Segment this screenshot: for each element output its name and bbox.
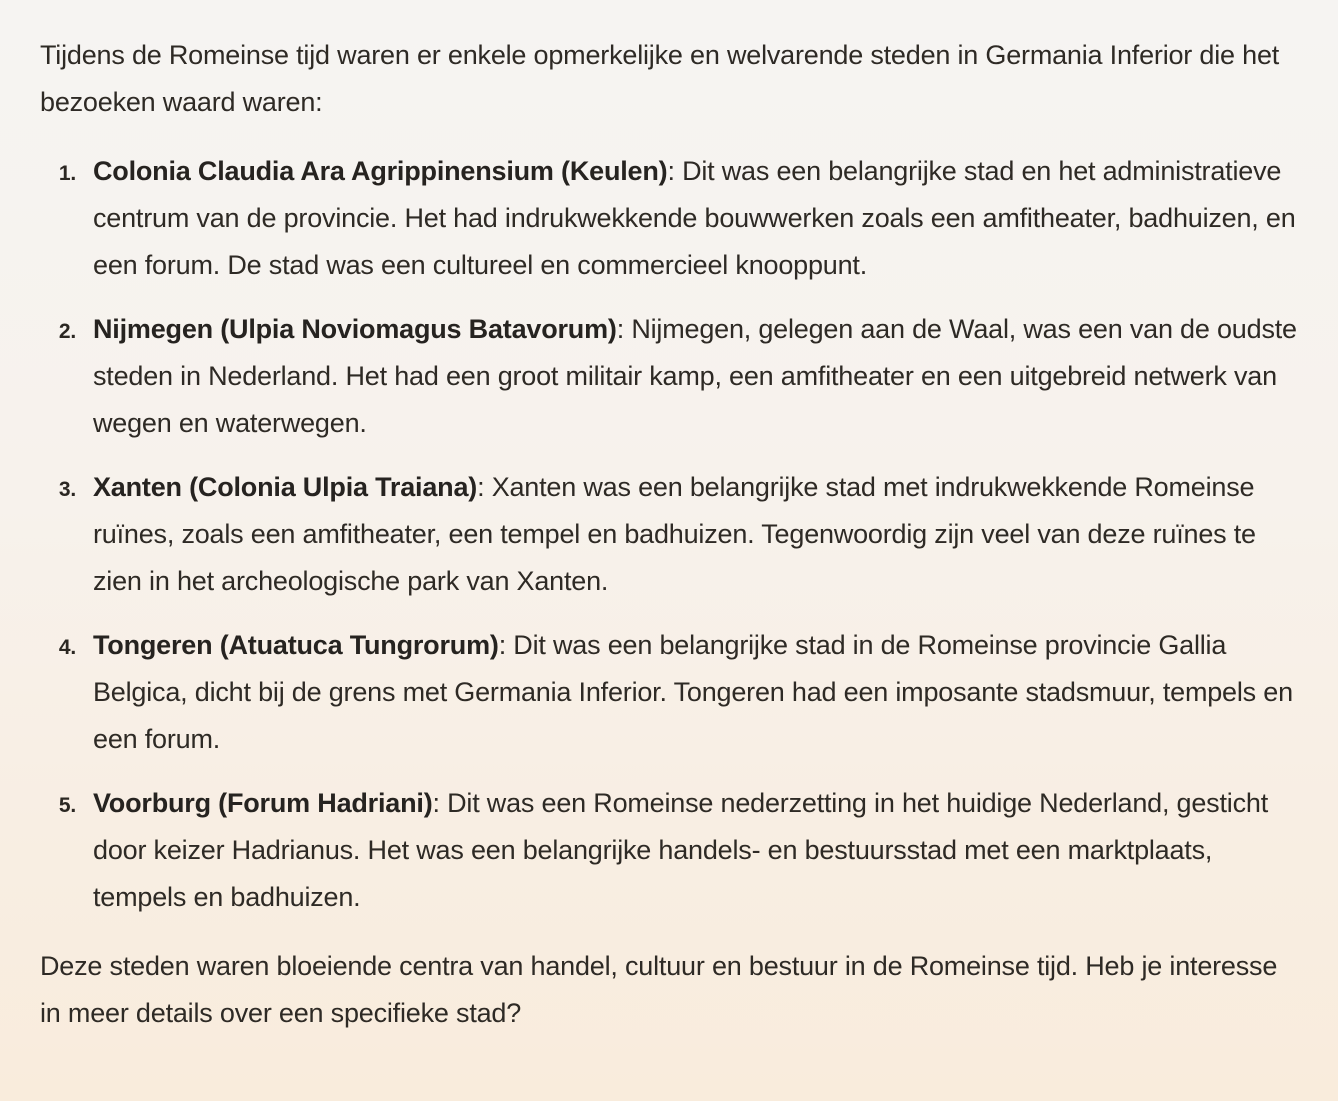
list-item-text	[93, 464, 1298, 605]
list-item	[40, 780, 1298, 921]
list-item-title: Nijmegen (Ulpia Noviomagus Batavorum)	[93, 314, 617, 344]
list-item-text	[93, 306, 1298, 447]
list-item-title: Xanten (Colonia Ulpia Traiana)	[93, 472, 478, 502]
list-item-separator: :	[667, 156, 683, 186]
list-item-description: Nijmegen, gelegen aan de Waal, was een van de oudste steden in Nederland. Het had een groot militair kamp, een amfitheater en een uitgebreid netwerk van wegen en waterwegen.	[93, 314, 1297, 438]
list-item-description: Xanten was een belangrijke stad met indrukwekkende Romeinse ruïnes, zoals een amfitheater, een tempel en badhuizen. Tegenwoordig zijn veel van deze ruïnes te zien in het archeologische park van Xanten.	[93, 472, 1256, 596]
list-item-text	[93, 622, 1298, 763]
list-item-title: Tongeren (Atuatuca Tungrorum)	[93, 630, 499, 660]
list-item-separator: :	[432, 788, 448, 818]
list-item-number: 3.	[58, 478, 76, 501]
list-item-separator: :	[616, 314, 632, 344]
outro-paragraph: Deze steden waren bloeiende centra van handel, cultuur en bestuur in de Romeinse tijd. Heb je interesse in meer details over een specifieke stad?	[40, 951, 1278, 1028]
list-item-title: Colonia Claudia Ara Agrippinensium (Keulen)	[93, 156, 668, 186]
list-item-title: Voorburg (Forum Hadriani)	[93, 788, 433, 818]
list-item	[40, 306, 1298, 447]
list-item-number: 2.	[58, 320, 76, 343]
list-item-text	[93, 780, 1298, 921]
list-item-description: Dit was een belangrijke stad en het administratieve centrum van de provincie. Het had indrukwekkende bouwwerken zoals een amfitheater, badhuizen, en een forum. De stad was een cultureel en commercieel knooppunt.	[93, 156, 1296, 280]
list-item-separator: :	[498, 630, 514, 660]
list-item-description: Dit was een Romeinse nederzetting in het huidige Nederland, gesticht door keizer Hadrianus. Het was een belangrijke handels- en bestuursstad met een marktplaats, tempels en badhuizen.	[93, 788, 1269, 912]
list-item	[40, 464, 1298, 605]
list-item-separator: :	[477, 472, 492, 502]
intro-paragraph: Tijdens de Romeinse tijd waren er enkele opmerkelijke en welvarende steden in Germania Inferior die het bezoeken waard waren:	[40, 40, 1280, 117]
list-item-number: 5.	[58, 794, 76, 817]
list-item-number: 1.	[58, 162, 76, 185]
list-item	[40, 622, 1298, 763]
list-item-description: Dit was een belangrijke stad in de Romeinse provincie Gallia Belgica, dicht bij de grens met Germania Inferior. Tongeren had een imposante stadsmuur, tempels en een forum.	[93, 630, 1293, 754]
city-list	[40, 148, 1298, 921]
list-item-number: 4.	[58, 636, 76, 659]
list-item	[40, 148, 1298, 289]
list-item-text	[93, 148, 1298, 289]
